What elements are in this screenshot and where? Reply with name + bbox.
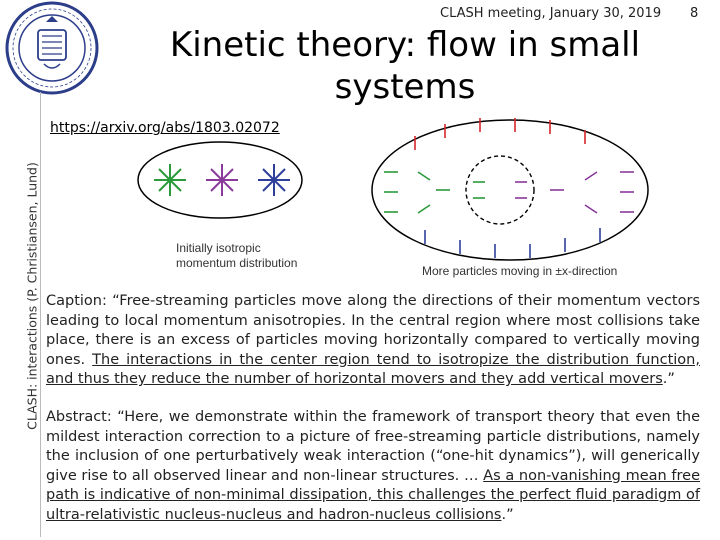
purple-isotropic-star [206, 164, 238, 196]
slide-title [150, 24, 660, 108]
momentum-distribution-figure [130, 110, 650, 290]
side-label: CLASH: interactions (P. Christiansen, Lund) [24, 162, 40, 430]
figure-left-label-2: momentum distribution [176, 256, 298, 270]
central-region-circle [466, 156, 534, 224]
abstract-end: .” [501, 506, 514, 523]
caption-text: Caption: “Free-streaming particles move along the directions of their momentum vectors leading to local momentum anisotropies. In the central region where most collisions take place, there is an excess of particles moving horizontally compared to vertically moving ones. [46, 293, 700, 368]
blue-isotropic-star [258, 164, 290, 196]
caption-end: .” [662, 371, 675, 387]
title-line-2: systems [334, 67, 476, 107]
page-number: 8 [690, 6, 699, 21]
title-line-1: Kinetic theory: flow in small [169, 25, 641, 65]
caption-underlined: The interactions in the center region tend to isotropize the distribution function, and thus they reduce the number of horizontal movers and they add vertical movers [46, 351, 700, 387]
abstract-underlined: As a non-vanishing mean free path is indicative of non-minimal dissipation, this challenges the perfect fluid paradigm of ultra-relativistic nucleus-nucleus and hadron-nucleus collisions [46, 467, 700, 523]
arxiv-link[interactable]: https://arxiv.org/abs/1803.02072 [50, 120, 280, 136]
abstract-text: Abstract: “Here, we demonstrate within the framework of transport theory that even the mildest interaction correction to a picture of free-streaming particle distributions, namely the inclusion of one perturbatively weak interaction (“one-hit dynamics”), will generically give rise to all observed linear and non-linear structures. … [46, 409, 700, 484]
abstract-paragraph [46, 408, 700, 525]
outer-arrows [384, 118, 634, 258]
university-seal-logo [4, 0, 100, 96]
figure-caption [46, 292, 700, 390]
figure-right-label: More particles moving in ±x-direction [422, 264, 618, 278]
side-label-container [24, 86, 40, 506]
left-divider [40, 92, 41, 537]
meeting-header: CLASH meeting, January 30, 2019 [440, 6, 662, 21]
figure-left-label-1: Initially isotropic [176, 241, 261, 255]
right-ellipse [372, 120, 648, 260]
green-isotropic-star [154, 164, 186, 196]
